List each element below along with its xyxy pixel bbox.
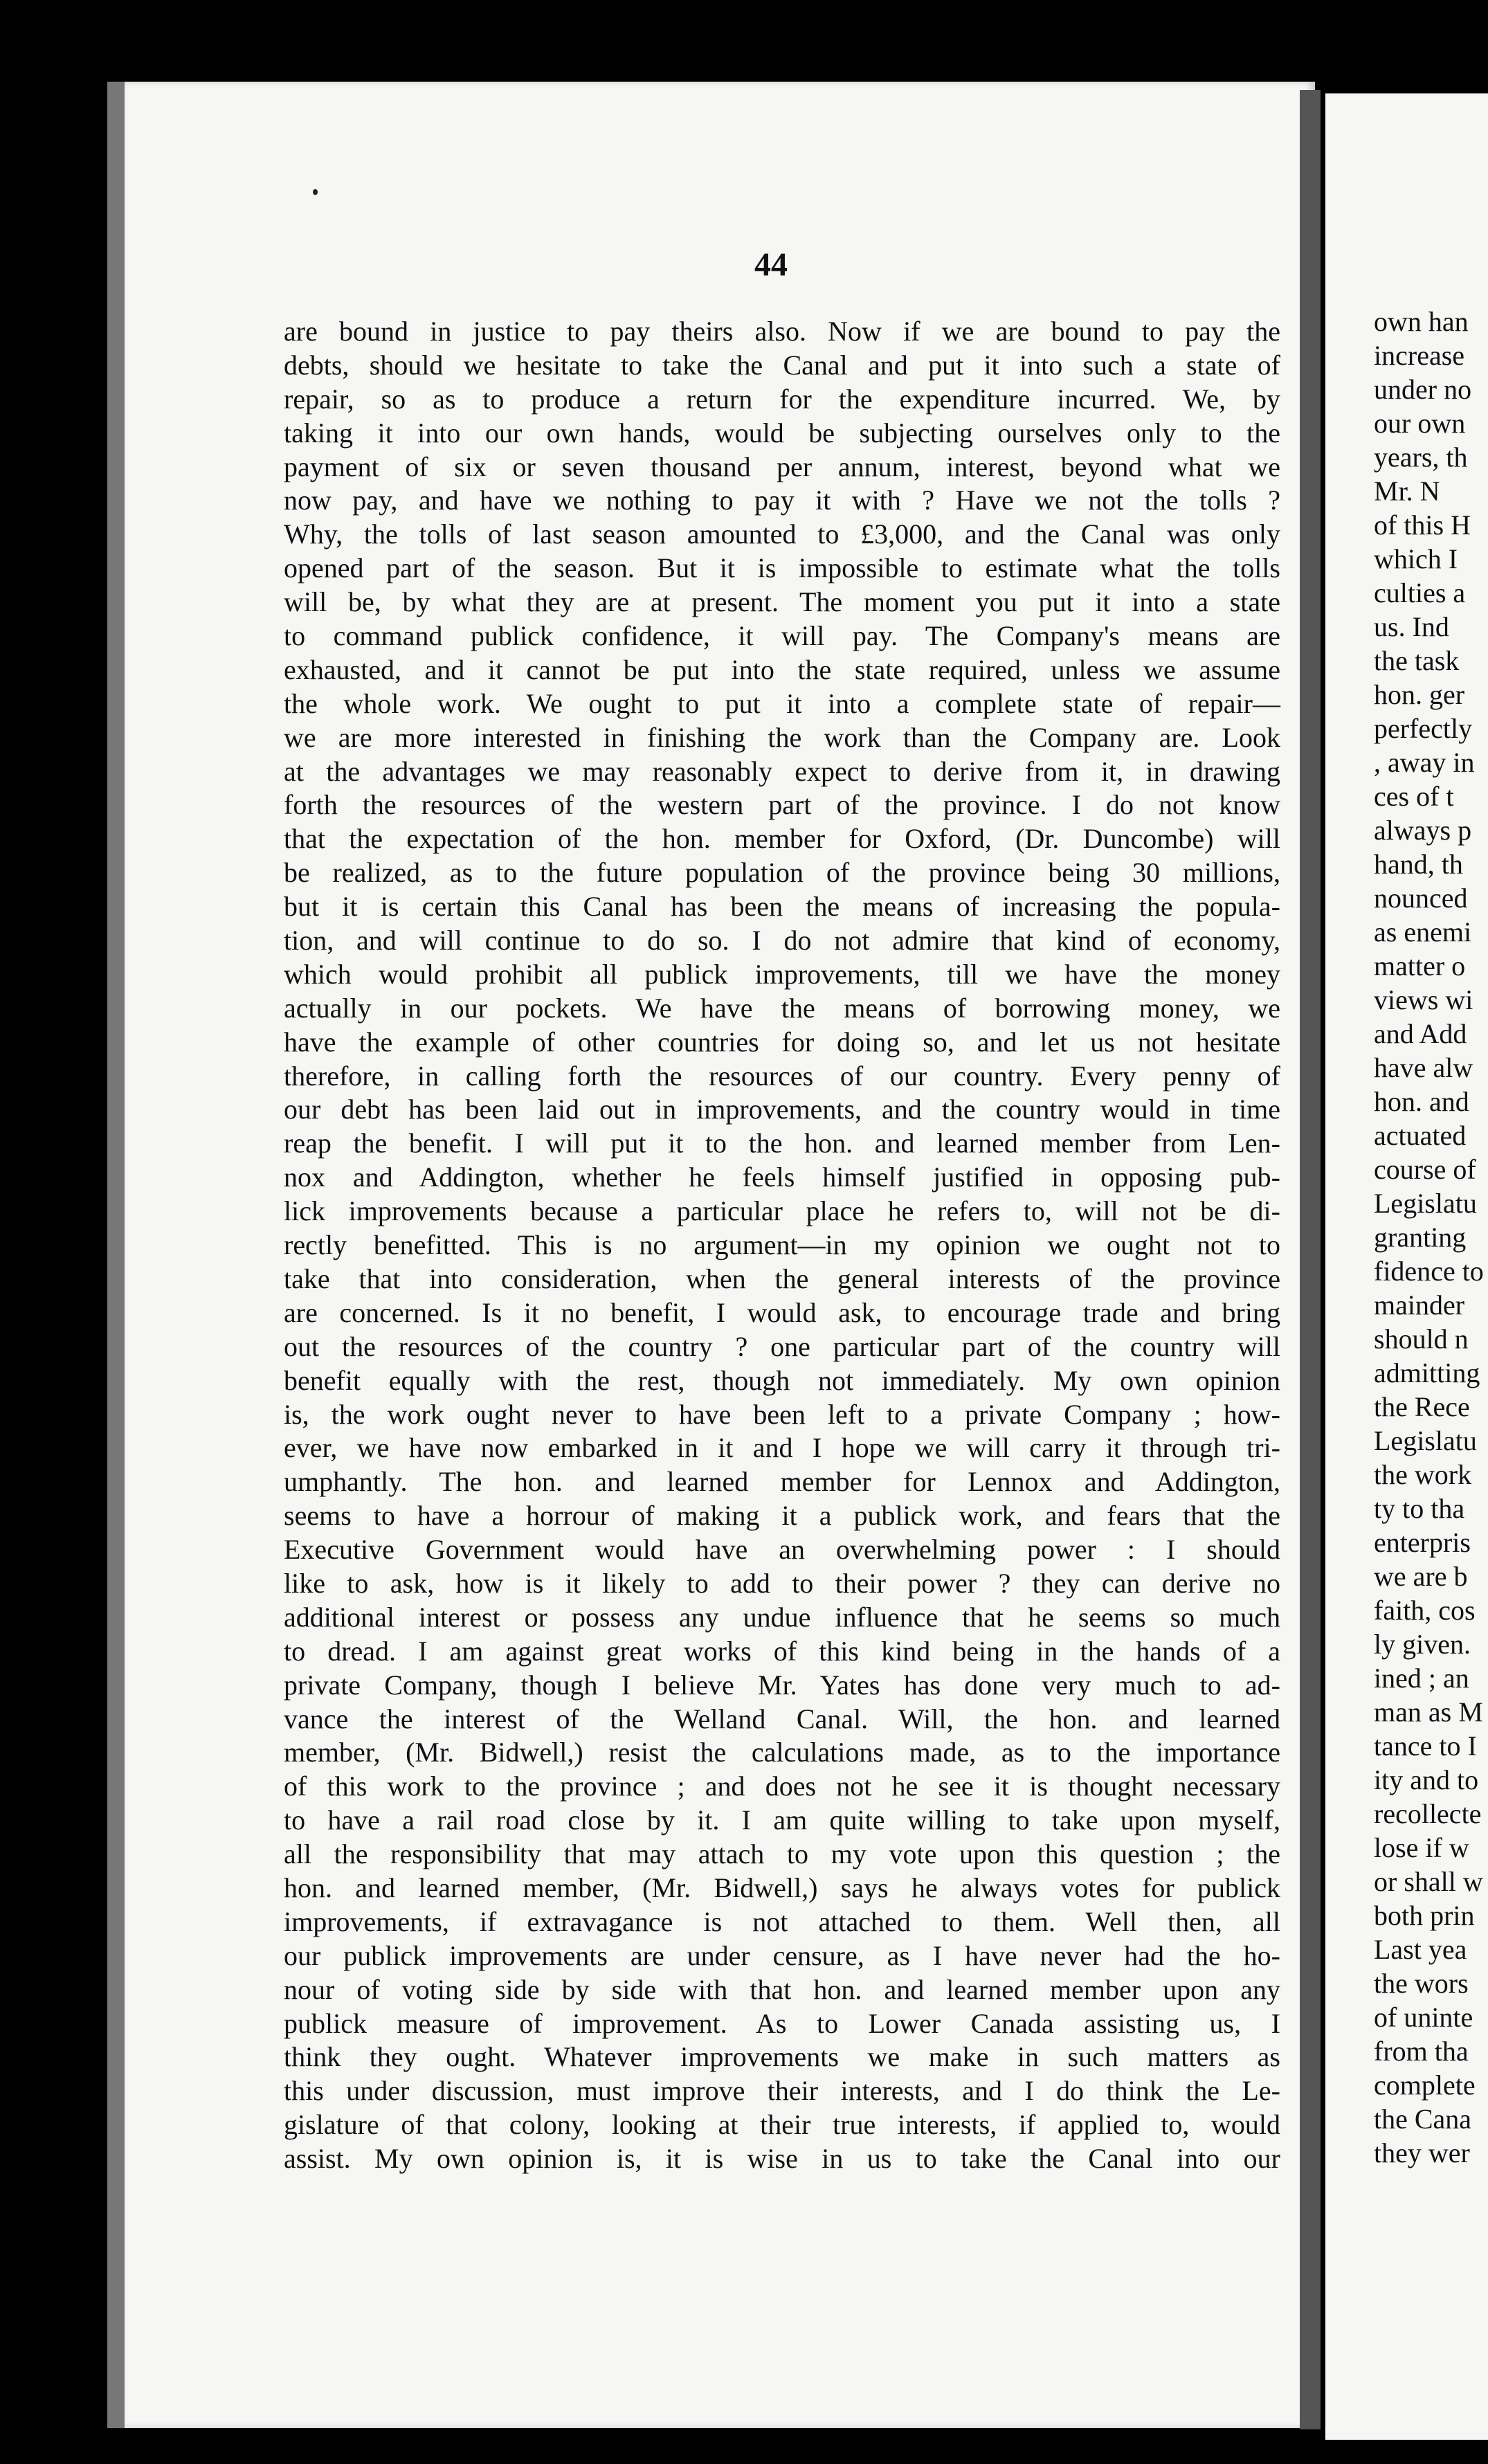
text-line: which would prohibit all publick improvements, till we have the money — [284, 958, 1280, 990]
text-line: rectly benefitted. This is no argument—in my opinion we ought not to — [284, 1229, 1280, 1261]
text-line: publick measure of improvement. As to Lower Canada assisting us, I — [284, 2007, 1280, 2039]
right-page-line: always p — [1374, 815, 1472, 846]
right-page-line: the wors — [1374, 1968, 1469, 1999]
text-line: lick improvements because a particular place he refers to, will not be di- — [284, 1195, 1280, 1227]
right-page-line: and Add — [1374, 1018, 1467, 1049]
text-line: is, the work ought never to have been left to a private Company ; how- — [284, 1398, 1280, 1430]
text-line: gislature of that colony, looking at their true interests, if applied to, would — [284, 2109, 1280, 2141]
right-page-line: both prin — [1374, 1900, 1475, 1931]
text-line: to have a rail road close by it. I am quite willing to take upon myself, — [284, 1804, 1280, 1836]
text-line: to command publick confidence, it will pay. The Company's means are — [284, 620, 1280, 652]
right-page-line: hand, th — [1374, 849, 1463, 880]
text-line: our publick improvements are under censure, as I have never had the ho- — [284, 1939, 1280, 1971]
text-line: nox and Addington, whether he feels himself justified in opposing pub- — [284, 1161, 1280, 1193]
text-line: repair, so as to produce a return for the expenditure incurred. We, by — [284, 383, 1280, 415]
right-page-line: our own — [1374, 408, 1466, 439]
right-page-line: have alw — [1374, 1052, 1473, 1083]
right-page-line: actuated — [1374, 1120, 1467, 1151]
right-page-line: the Cana — [1374, 2103, 1472, 2135]
right-page-line: Mr. N — [1374, 475, 1440, 507]
text-line: to dread. I am against great works of this kind being in the hands of a — [284, 1635, 1280, 1667]
text-line: this under discussion, must improve their interests, and I do think the Le- — [284, 2075, 1280, 2107]
page-spine-edge — [1300, 90, 1321, 2429]
text-line: exhausted, and it cannot be put into the state required, unless we assume — [284, 653, 1280, 685]
right-page-line: of uninte — [1374, 2002, 1473, 2033]
right-page-line: ly given. — [1374, 1629, 1471, 1660]
text-line: out the resources of the country ? one particular part of the country will — [284, 1330, 1280, 1362]
text-line: all the responsibility that may attach to my vote upon this question ; the — [284, 1838, 1280, 1870]
page-gutter-shadow — [107, 82, 127, 2428]
right-page-line: us. Ind — [1374, 611, 1449, 642]
right-page-line: ity and to — [1374, 1764, 1479, 1795]
right-page-line: from tha — [1374, 2036, 1469, 2067]
right-page-line: own han — [1374, 306, 1469, 337]
right-page-line: matter o — [1374, 950, 1466, 981]
text-line: tion, and will continue to do so. I do not admire that kind of economy, — [284, 925, 1280, 957]
text-line: are bound in justice to pay theirs also. Now if we are bound to pay the — [284, 316, 1280, 347]
right-page-line: faith, cos — [1374, 1595, 1476, 1626]
right-page-line: ces of t — [1374, 781, 1454, 812]
right-page-line: ined ; an — [1374, 1663, 1469, 1694]
text-line: the whole work. We ought to put it into a complete state of repair— — [284, 687, 1280, 719]
right-page-line: fidence to — [1374, 1256, 1484, 1287]
right-page-line: complete — [1374, 2069, 1476, 2101]
right-page-line: perfectly — [1374, 713, 1473, 744]
right-page-line: the Rece — [1374, 1391, 1470, 1422]
right-page-line: Legislatu — [1374, 1188, 1477, 1219]
right-page-line: which I — [1374, 543, 1458, 574]
text-line: of this work to the province ; and does not he see it is thought necessary — [284, 1770, 1280, 1802]
right-page-line: granting — [1374, 1222, 1467, 1253]
right-page-line: as enemi — [1374, 916, 1472, 948]
right-page-line: of this H — [1374, 509, 1471, 541]
body-text — [284, 315, 1280, 2176]
text-line: payment of six or seven thousand per annum, interest, beyond what we — [284, 451, 1280, 482]
right-page-line: lose if w — [1374, 1832, 1469, 1863]
text-line: debts, should we hesitate to take the Canal and put it into such a state of — [284, 349, 1280, 381]
text-line: like to ask, how is it likely to add to their power ? they can derive no — [284, 1567, 1280, 1599]
text-line: think they ought. Whatever improvements we make in such matters as — [284, 2041, 1280, 2073]
text-line: umphantly. The hon. and learned member for Lennox and Addington, — [284, 1466, 1280, 1498]
text-line: we are more interested in finishing the work than the Company are. Look — [284, 721, 1280, 753]
text-line: but it is certain this Canal has been the means of increasing the popula- — [284, 891, 1280, 923]
right-page-line: they wer — [1374, 2137, 1470, 2168]
right-page-line: we are b — [1374, 1561, 1468, 1592]
text-line: assist. My own opinion is, it is wise in us to take the Canal into our — [284, 2143, 1280, 2175]
text-line: private Company, though I believe Mr. Yates has done very much to ad- — [284, 1669, 1280, 1701]
right-page-line: should n — [1374, 1323, 1469, 1355]
right-page-line: admitting — [1374, 1357, 1480, 1388]
right-page-line: increase — [1374, 340, 1465, 371]
text-line: reap the benefit. I will put it to the hon. and learned member from Len- — [284, 1127, 1280, 1159]
right-page-line: Legislatu — [1374, 1425, 1477, 1456]
text-line: ever, we have now embarked in it and I hope we will carry it through tri- — [284, 1432, 1280, 1464]
text-line: that the expectation of the hon. member for Oxford, (Dr. Duncombe) will — [284, 823, 1280, 855]
right-page-line: ty to tha — [1374, 1493, 1465, 1524]
right-page-line: hon. ger — [1374, 679, 1465, 710]
text-line: improvements, if extravagance is not attached to them. Well then, all — [284, 1905, 1280, 1937]
right-page-line: course of — [1374, 1154, 1476, 1185]
text-line: member, (Mr. Bidwell,) resist the calculations made, as to the importance — [284, 1737, 1280, 1768]
text-line: hon. and learned member, (Mr. Bidwell,) says he always votes for publick — [284, 1872, 1280, 1903]
text-line: be realized, as to the future population of the province being 30 millions, — [284, 857, 1280, 889]
right-page-line: man as M — [1374, 1696, 1483, 1728]
text-line: Executive Government would have an overwhelming power : I should — [284, 1534, 1280, 1566]
right-page-text — [1374, 305, 1488, 2170]
text-line: additional interest or possess any undue influence that he seems so much — [284, 1601, 1280, 1633]
right-page-line: nounced — [1374, 882, 1468, 914]
right-page-line: the work — [1374, 1459, 1472, 1490]
ink-speck — [313, 189, 318, 195]
text-line: nour of voting side by side with that hon. and learned member upon any — [284, 1973, 1280, 2005]
right-page-line: mainder — [1374, 1289, 1465, 1321]
text-line: are concerned. Is it no benefit, I would ask, to encourage trade and bring — [284, 1296, 1280, 1328]
right-page-line: enterpris — [1374, 1527, 1471, 1558]
right-page-line: or shall w — [1374, 1866, 1483, 1897]
text-line: vance the interest of the Welland Canal. Will, the hon. and learned — [284, 1703, 1280, 1734]
text-line: seems to have a horrour of making it a publick work, and fears that the — [284, 1500, 1280, 1532]
right-page-line: years, th — [1374, 442, 1468, 473]
text-line: taking it into our own hands, would be subjecting ourselves only to the — [284, 417, 1280, 449]
text-line: opened part of the season. But it is impossible to estimate what the tolls — [284, 552, 1280, 584]
text-line: Why, the tolls of last season amounted to £3,000, and the Canal was only — [284, 518, 1280, 550]
right-page-line: views wi — [1374, 984, 1473, 1015]
text-line: take that into consideration, when the general interests of the province — [284, 1262, 1280, 1294]
right-page-line: tance to I — [1374, 1730, 1477, 1761]
text-line: will be, by what they are at present. The moment you put it into a state — [284, 586, 1280, 618]
text-line: therefore, in calling forth the resources of our country. Every penny of — [284, 1060, 1280, 1091]
right-page-line: culties a — [1374, 577, 1466, 608]
text-line: now pay, and have we nothing to pay it with ? Have we not the tolls ? — [284, 484, 1280, 516]
text-line: our debt has been laid out in improvements, and the country would in time — [284, 1094, 1280, 1125]
right-page-line: , away in — [1374, 747, 1475, 778]
text-line: forth the resources of the western part of the province. I do not know — [284, 789, 1280, 821]
text-line: benefit equally with the rest, though not immediately. My own opinion — [284, 1364, 1280, 1396]
right-page-line: recollecte — [1374, 1798, 1482, 1829]
text-line: have the example of other countries for doing so, and let us not hesitate — [284, 1026, 1280, 1058]
right-page-line: the task — [1374, 645, 1460, 676]
page-number: 44 — [754, 246, 788, 283]
text-line: actually in our pockets. We have the means of borrowing money, we — [284, 992, 1280, 1024]
text-line: at the advantages we may reasonably expect to derive from it, in drawing — [284, 755, 1280, 787]
right-page-line: under no — [1374, 374, 1472, 405]
right-page-line: Last yea — [1374, 1934, 1467, 1965]
right-page-line: hon. and — [1374, 1086, 1469, 1117]
